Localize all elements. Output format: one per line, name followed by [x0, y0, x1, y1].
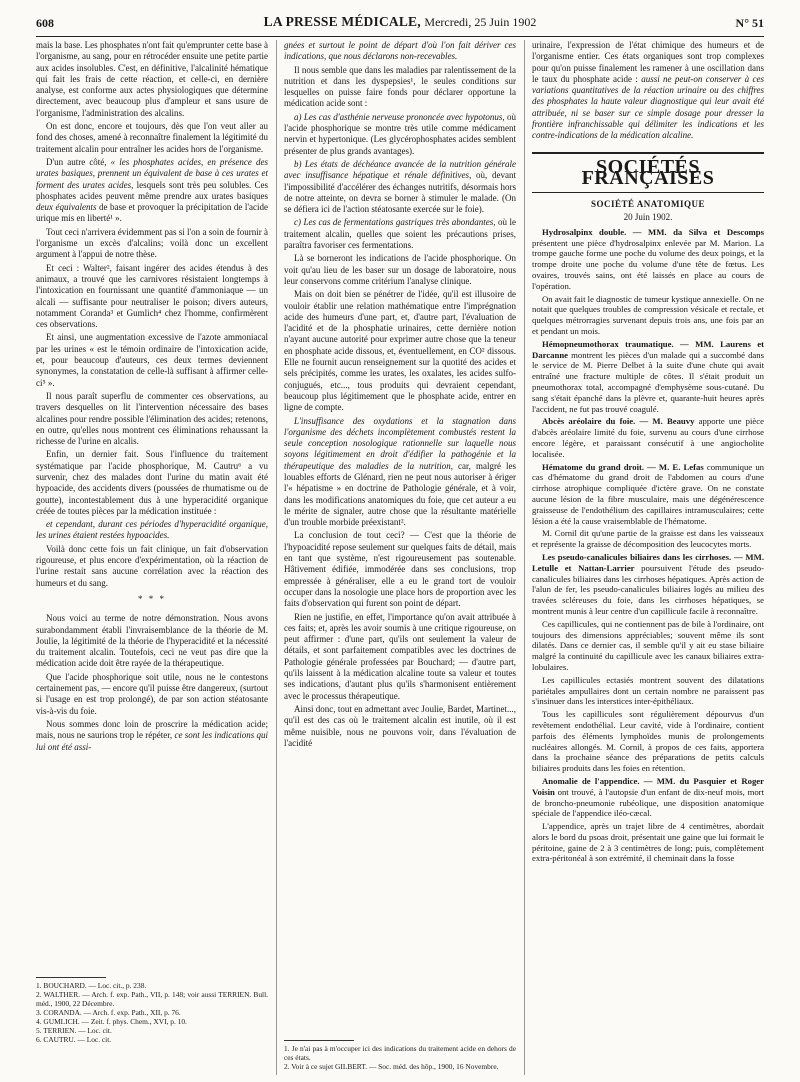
section-break: * * *: [138, 593, 166, 604]
paragraph: Tout ceci n'arrivera évidemment pas si l'on a soin de fournir à l'organisme un excès d'alcalins; voilà donc un excellent argument à l'appui de notre thèse.: [36, 226, 268, 260]
paragraph: gnées et surtout le point de départ d'où l'on fait dériver ces indications, que nous déclarons non-recevables.: [284, 40, 516, 62]
footnotes: [36, 977, 268, 1044]
paragraph: Enfin, un dernier fait. Sous l'influence du traitement systématique par l'acide phosphorique, M. Cautru⁶ a vu survenir, chez des malades dont l'urine du matin avait été hypoacide, des accidents divers (poussées de rhumatisme ou de goutte), incontestablement dus à une hyperacidité organique créée de toutes pièces par la médication instituée :: [36, 449, 268, 516]
paragraph: et cependant, durant ces périodes d'hyperacidité organique, les urines étaient restées hypoacides.: [36, 519, 268, 541]
entry: Les pseudo-canalicules biliaires dans les cirrhoses. — MM. Letulle et Nattan-Larrier poursuivent l'étude des pseudo-canalicules biliaires dans les cirrhoses hépatiques. Après action de l'alun de fer, les pseudo-canalicules biliaires logés au milieu des travées scléreuses du foie, dans les cirrhoses hépatiques, se montrent munis à leur centre d'un capillicule facile à reconnaître.: [532, 551, 764, 616]
paragraph: L'insuffisance des oxydations et la stagnation dans l'organisme des déchets incomplètement combustés restent la seule conception nosologique rationnelle sur laquelle nous soyons légitimement en droit d'édifier la pathogénie et la thérapeutique des maladies de la nutrition, car, malgré les louables efforts de Glénard, rien ne peut nous autoriser à ériger l'« hépatisme » en doctrine de Pathologie générale, et à voir, dans les modifications anatomiques du foie, que cet auteur a eu le mérite de signaler, autre chose que la résultante matérielle d'un trouble morbide préexistant².: [284, 415, 516, 528]
column-divider: [524, 40, 525, 1075]
entry: Abcès aréolaire du foie. — M. Beauvy apporte une pièce d'abcès aréolaire limité du foie, survenu au cours d'une cirrhose encore légère, et paraissant consécutif à une angiocholite localisée.: [532, 416, 764, 459]
running-header: [36, 14, 764, 36]
footnote-rule: [36, 977, 106, 978]
column-1: [36, 40, 268, 1044]
issue-date: Mercredi, 25 Juin 1902: [424, 15, 537, 29]
footnote: 6. CAUTRU. — Loc. cit.: [36, 1035, 112, 1044]
footnote: 2. Voir à ce sujet GILBERT. — Soc. méd. des hôp., 1900, 16 Novembre.: [284, 1062, 499, 1071]
paragraph: Mais on doit bien se pénétrer de l'idée, qu'il est illusoire de vouloir établir une relation mathématique entre l'imprégnation acide des humeurs d'une part, et, d'autre part, l'évaluation de l'acidité et de la phosphatie urinaires, cette dernière notion n'ayant aucune autorité pour exprimer autre chose que la teneur en phosphate acide dissous, et, éventuellement, en CO² dissous. Elle ne fournit aucun renseignement sur la quotité des acides et sels précipités, comme les urates, les oxalates, les acides sulfo-conjugués, etc..., tous produits qui devraient cependant, beaucoup plus légitimement que le phosphate acide, entrer en ligne de compte.: [284, 289, 516, 413]
paragraph: Rien ne justifie, en effet, l'importance qu'on avait attribuée à ces faits; et, après les avoir soumis à une critique rigoureuse, on peut affirmer : d'une part, qu'ils ont seulement la valeur de détails, et sont parfaitement compatibles avec les doctrines de Pathologie générale professées par Bouchard; — d'autre part, qu'ils laissent à la médication alcaline toute sa valeur et toutes ses indications, d'autant plus qu'ils s'harmonisent entièrement avec le processus thérapeutique.: [284, 611, 516, 701]
paragraph: Là se borneront les indications de l'acide phosphorique. On voit qu'au lieu de les baser sur un dosage de laboratoire, nous leur conservons comme critérium l'analyse clinique.: [284, 253, 516, 286]
entry: Hydrosalpinx double. — MM. da Silva et Descomps présentent une pièce d'hydrosalpinx enlevée par M. Marion. La trompe gauche forme une poche du volume des deux poings, et la trompe droite une poche du volume d'une tête de fœtus. Les ovaires, trouvés sains, ont été laissés en place au cours de l'opération.: [532, 226, 764, 291]
issue-number: N° 51: [735, 16, 764, 30]
footnote: 4. GUMLICH. — Zeit. f. phys. Chem., XVI, p. 10.: [36, 1017, 187, 1026]
footnote: 1. BOUCHARD. — Loc. cit., p. 238.: [36, 981, 147, 990]
paragraph: Ainsi donc, tout en admettant avec Joulie, Bardet, Martinet..., qu'il est des cas où le traitement alcalin est inutile, où il est même nuisible, nous ne pouvons voir, dans l'évaluation de l'acidité: [284, 703, 516, 748]
entry: Hématome du grand droit. — M. E. Lefas communique un cas d'hématome du grand droit de l'abdomen au cours d'une cirrhose atrophique compliquée d'ictère grave. On ne constate aucune lésion de la fibre musculaire, mais une dégénérescence graisseuse de l'endothélium des capillaires intramusculaires; cette lésion a été la cause vraisemblable de l'hématome.: [532, 461, 764, 526]
paragraph: La conclusion de tout ceci? — C'est que la théorie de l'hypoacidité repose seulement sur quelques faits de détail, mais en tant que système, n'est rigoureusement pas soutenable. Hâtivement édifiée, immodérée dans ses conclusions, trop empressée à généraliser, elle a eu le grand tort de vouloir occuper dans la nosologie une place hors de proportion avec les faits d'observation qui furent son point de départ.: [284, 530, 516, 609]
paragraph: Nous sommes donc loin de proscrire la médication acide; mais, nous ne saurions trop le répéter, ce sont les indications qui lui ont été assi-: [36, 718, 268, 752]
meeting-date: 20 Juin 1902.: [623, 211, 673, 222]
paragraph: urinaire, l'expression de l'état chimique des humeurs et de l'organisme entier. Ces états organiques sont trop complexes pour qu'on puisse finalement les ramener à une oscillation dans le taux du phosphate acide : aussi ne peut-on conserver à ces variations quantitatives de la réaction urinaire ou des chiffres des phosphates la haute valeur diagnostique qui leur avait été attribuée, ni se baser sur ce simple dosage pour dresser la frontière infranchissable qui délimiter les indications et les contre-indications de la médication alcaline.: [532, 40, 764, 141]
footnote: 2. WALTHER. — Arch. f. exp. Path., VII, p. 148; voir aussi TERRIEN. Bull. méd., 1900, 22 Décembre.: [36, 990, 268, 1008]
footnotes: [284, 1040, 516, 1071]
paragraph: Que l'acide phosphorique soit utile, nous ne le contestons certainement pas, — encore qu'il puisse être dangereux, (surtout si l'usage en est trop prolongé), de par son action stéatosante vis-à-vis du foie.: [36, 671, 268, 716]
column-divider: [276, 40, 277, 1075]
list-item: c) Les cas de fermentations gastriques très abondantes, où le traitement alcalin, quelles que soient les précautions prises, paraîtra favoriser ces fermentations.: [284, 217, 516, 251]
society-name: SOCIÉTÉ ANATOMIQUE: [591, 199, 705, 210]
paragraph: D'un autre côté, « les phosphates acides, en présence des urates basiques, prennent un équivalent de base à ces urates et forment des urates acides, lesquels sont très peu solubles. Ces phosphates acides peuvent même prendre aux urates basiques deux équivalents de base et provoquer la précipitation de l'acide urique mis en liberté¹ ».: [36, 156, 268, 224]
header-rule: [36, 36, 764, 37]
paragraph: On avait fait le diagnostic de tumeur kystique annexielle. On ne notait que quelques troubles de compression vésicale et rectale, et quelques métrorragies survenant depuis trois ans, une fois par an et pendant un mois.: [532, 293, 764, 337]
column-2: [284, 40, 516, 1071]
page-number: 608: [36, 16, 54, 30]
paragraph: Ces capillicules, qui ne contiennent pas de bile à l'ordinaire, ont toujours des dimensions appréciables; souvent même ils sont dilatés. Dans ce dernier cas, il semble qu'il y ait eu stase biliaire malgré la continuité du capillicule avec les canaux biliaires extra-lobulaires.: [532, 618, 764, 672]
footnote: 3. CORANDA. — Arch. f. exp. Path., XII, p. 76.: [36, 1008, 181, 1017]
paragraph: Voilà donc cette fois un fait clinique, un fait d'observation rigoureuse, et plus encore d'expérimentation, où la réaction de l'urine restait sans aucune corrélation avec la réaction des humeurs et du sang.: [36, 543, 268, 588]
paragraph: Les capillicules ectasiés montrent souvent des dilatations pariétales ampullaires dont un certain nombre ne paraissent pas s'insinuer dans les interstices inter-épithéliaux.: [532, 674, 764, 707]
entry: Anomalie de l'appendice. — MM. du Pasquier et Roger Voisin ont trouvé, à l'autopsie d'un enfant de dix-neuf mois, mort de broncho-pneumonie rubéolique, une disposition anatomique spéciale de l'appendice iléo-cæcal.: [532, 775, 764, 819]
section-heading: SOCIÉTÉS FRANÇAISES: [532, 152, 764, 194]
footnote-rule: [284, 1040, 354, 1041]
footnote: 1. Je n'ai pas à m'occuper ici des indications du traitement acide en dehors de ces états.: [284, 1044, 516, 1062]
paragraph: Il nous paraît superflu de commenter ces observations, au travers desquelles on lit l'intervention nécessaire des bases alcalines pour rendre possible l'élimination des acides; retenons, en outre, qu'elles nous montrent ces éliminations rehaussant la richesse de l'urine en alcalis.: [36, 390, 268, 447]
paragraph: On est donc, encore et toujours, dès que l'on veut aller au fond des choses, amené à reconnaître finalement la légitimité du traitement alcalin pour entraîner les acides hors de l'organisme.: [36, 121, 268, 154]
list-item: a) Les cas d'asthénie nerveuse prononcée avec hypotonus, où l'acide phosphorique se montre très utile comme médicament nervin et hypertonique. (Les glycérophosphates acides semblent présenter de plus grands avantages).: [284, 111, 516, 156]
footnote: 5. TERRIEN. — Loc. cit.: [36, 1026, 112, 1035]
list-item: b) Les états de déchéance avancée de la nutrition générale avec insuffisance hépatique et rénale définitives, où, devant l'impossibilité d'accélérer des échanges nutritifs, désormais hors de notre atteinte, on devra se borner à stimuler le malade. (On se défiera ici de l'action stéatosante exercée sur le foie).: [284, 158, 516, 215]
entry: Hémopneumothorax traumatique. — MM. Laurens et Darcanne montrent les pièces d'un malade qui a succombé dans le service de M. Pierre Delbet à la suite d'une chute qui avait entraîné une fracture multiple de côtes. Il s'était produit un pneumothorax total, accompagné d'emphysème sous-cutané. Du sang s'était épanché dans la plèvre et, quarante-huit heures après l'accident, ne fut pas trouvé coagulé.: [532, 338, 764, 414]
paragraph: Et ainsi, une augmentation excessive de l'azote ammoniacal par les urines « est le témoin ordinaire de l'intoxication acide, et, pour beaucoup d'auteurs, ces deux termes deviennent synonymes, la constatation de celle-là suffisant à affirmer celle-ci⁵ ».: [36, 332, 268, 388]
paragraph: Tous les capillicules sont régulièrement dépourvus d'un revêtement endothélial. Leur cavité, vide à l'ordinaire, contient parfois des éléments lymphoïdes munis de prolongements nucléaires allongés. M. Cornil, à propos de ces faits, apportera dans la prochaine séance des préparations de petits calculs biliaires produits dans les foies en rétention.: [532, 709, 764, 774]
paragraph: mais la base. Les phosphates n'ont fait qu'emprunter cette base à l'organisme, au sang, pour en rétrocéder ensuite une petite partie aux acides insolubles. C'est, en définitive, l'alcalinité hématique qui fait les frais de cette réaction, et celle-ci, en dernière analyse, est conforme aux actes physiologiques que détermine directement, avec beaucoup plus d'ampleur et sans usure de l'organisme, l'administration des alcalins.: [36, 40, 268, 118]
paragraph: Il nous semble que dans les maladies par ralentissement de la nutrition et dans les dyspepsies¹, le seules conditions sur lesquelles on puisse faire fonds pour déclarer opportune la médication acide sont :: [284, 64, 516, 109]
column-3: [532, 40, 764, 1027]
paragraph: L'appendice, après un trajet libre de 4 centimètres, abordait alors le bord du psoas droit, présentait une gaine que lui formait le péritoine, gaine de 2 à 3 centimètres de long; puis, complètement extra-péritonéal à son extrémité, il cheminait dans la fosse: [532, 821, 764, 864]
paragraph: M. Cornil dit qu'une partie de la graisse est dans les vaisseaux et représente la graisse de décomposition des leucocytes morts.: [532, 528, 764, 550]
paragraph: Nous voici au terme de notre démonstration. Nous avons surabondamment établi l'invraisemblance de la théorie de M. Joulie, la légitimité de la théorie de l'hyperacidité et la nécessité du traitement alcalin. Toutefois, ceci ne veut pas dire que la médication acide doit être rayée de la thérapeutique.: [36, 613, 268, 669]
journal-title: LA PRESSE MÉDICALE, Mercredi, 25 Juin 1902: [263, 14, 537, 29]
paragraph: Et ceci : Walter², faisant ingérer des acides étendus à des animaux, a trouvé que les carnivores résistaient longtemps à l'intoxication en fournissant une quantité d'ammoniaque — un alcali — suffisante pour neutraliser le poison; divers auteurs, notamment Coranda³ et Gumlich⁴ chez l'homme, confirmèrent ces observations.: [36, 262, 268, 330]
